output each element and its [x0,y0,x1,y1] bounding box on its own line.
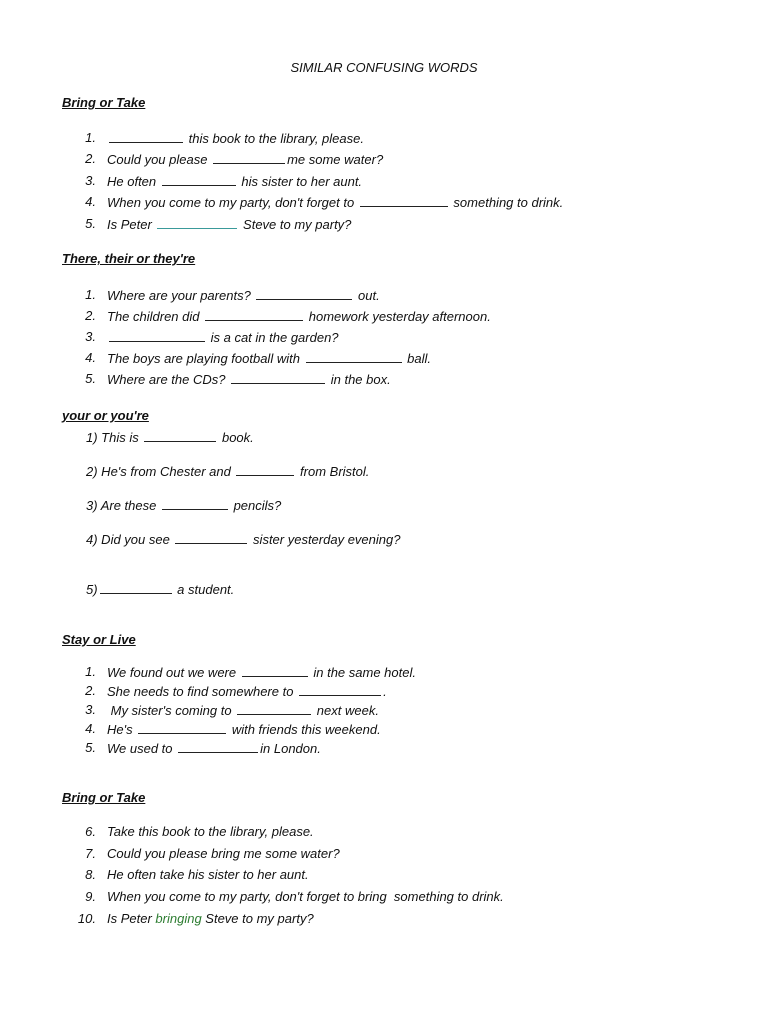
answer-line: Could you please bring me some water? [107,846,340,861]
item-number: 10. [77,911,96,926]
answer-blank[interactable] [213,151,285,164]
answer-line [107,911,314,927]
section-heading-bring-or-take: Bring or Take [62,95,146,110]
line-text-before: We used to [107,741,177,756]
line-text-after: Steve to my party? [239,217,352,232]
answer-blank[interactable] [205,308,303,321]
item-number: 3. [85,702,96,717]
line-text-after: me some water? [287,152,384,167]
line-text-after: in the box. [327,372,391,387]
line-text-after: Steve to my party? [201,911,314,926]
item-number: 3) [86,498,98,513]
line-text-before: Could you please [107,152,212,167]
exercise-line [107,151,383,168]
exercise-line [107,702,379,719]
answer-blank[interactable] [157,216,237,229]
line-text-after: in the same hotel. [309,665,416,680]
exercise-line [107,350,431,367]
item-number: 4. [85,194,96,209]
line-text-before: Are these [97,498,160,513]
item-number: 4) [86,532,98,547]
line-text-after: . [383,684,387,699]
exercise-line [107,664,416,681]
exercise-line [86,581,234,598]
page-title: SIMILAR CONFUSING WORDS [290,60,478,75]
answer-line: Take this book to the library, please. [107,824,314,839]
exercise-line [107,308,491,325]
line-text-after: this book to the library, please. [185,131,364,146]
item-number: 2) [86,464,98,479]
exercise-line [107,371,391,388]
line-text-after: from Bristol. [296,464,370,479]
answer-blank[interactable] [236,463,294,476]
line-text-before: Is Peter [107,911,156,926]
line-text-before: Is Peter [107,217,156,232]
line-text-after: ball. [403,351,432,366]
item-number: 7. [85,846,96,861]
answer-blank[interactable] [256,287,352,300]
item-number: 3. [85,329,96,344]
answer-blank[interactable] [162,497,228,510]
exercise-line [107,683,387,700]
line-text-before: Where are the CDs? [107,372,230,387]
answer-blank[interactable] [299,683,381,696]
line-text-after: something to drink. [449,195,564,210]
answer-blank[interactable] [231,371,325,384]
answer-line: He often take his sister to her aunt. [107,867,309,882]
exercise-line [107,216,351,233]
item-number: 2. [85,683,96,698]
line-text-before: He's [107,722,137,737]
exercise-line [107,173,362,190]
line-text-after: next week. [313,703,379,718]
answer-blank[interactable] [100,581,172,594]
item-number: 2. [85,308,96,323]
exercise-line [107,721,381,738]
line-text-after: his sister to her aunt. [237,174,363,189]
line-text-after: in London. [260,741,321,756]
exercise-line [107,194,563,211]
answer-blank[interactable] [360,194,448,207]
item-number: 1) [86,430,98,445]
item-number: 3. [85,173,96,188]
item-number: 5. [85,371,96,386]
exercise-line [107,740,321,757]
answer-blank[interactable] [162,173,236,186]
line-text-before: She needs to find somewhere to [107,684,298,699]
line-text-before: He often [107,174,160,189]
line-text-before: Did you see [97,532,174,547]
item-number: 5) [86,582,98,597]
highlighted-answer: bringing [155,911,202,926]
item-number: 6. [85,824,96,839]
line-text-before: He's from Chester and [97,464,235,479]
line-text-after: out. [354,288,380,303]
line-text-before: This is [97,430,143,445]
section-heading-stay-or-live: Stay or Live [62,632,136,647]
answer-blank[interactable] [306,350,402,363]
line-text-before: The boys are playing football with [107,351,304,366]
item-number: 1. [85,287,96,302]
item-number: 1. [85,664,96,679]
line-text-before: Where are your parents? [107,288,255,303]
item-number: 8. [85,867,96,882]
answer-blank[interactable] [109,329,205,342]
answer-blank[interactable] [242,664,308,677]
exercise-line [107,287,380,304]
answer-blank[interactable] [109,130,183,143]
exercise-line [107,329,339,346]
answer-line: When you come to my party, don't forget to bring something to drink. [107,889,504,904]
section-heading-there-their-theyre: There, their or they're [62,251,196,266]
answer-blank[interactable] [237,702,311,715]
line-text-before: We found out we were [107,665,240,680]
answer-blank[interactable] [138,721,226,734]
answer-blank[interactable] [175,531,247,544]
item-number: 1. [85,130,96,145]
item-number: 2. [85,151,96,166]
line-text-after: pencils? [229,498,282,513]
exercise-line [86,429,254,446]
item-number: 4. [85,350,96,365]
line-text-after: a student. [173,582,235,597]
item-number: 5. [85,740,96,755]
exercise-line [86,463,369,480]
section-heading-bring-or-take-answers: Bring or Take [62,790,146,805]
item-number: 4. [85,721,96,736]
line-text-after: book. [218,430,254,445]
line-text-before: When you come to my party, don't forget to [107,195,358,210]
item-number: 5. [85,216,96,231]
exercise-line [86,497,281,514]
exercise-line [86,531,400,548]
line-text-after: is a cat in the garden? [207,330,339,345]
item-number: 9. [85,889,96,904]
exercise-line [107,130,364,147]
answer-blank[interactable] [178,740,258,753]
section-heading-your-youre: your or you're [62,408,149,423]
line-text-after: with friends this weekend. [228,722,381,737]
line-text-before: The children did [107,309,204,324]
line-text-after: sister yesterday evening? [249,532,401,547]
answer-blank[interactable] [144,429,216,442]
line-text-after: homework yesterday afternoon. [305,309,491,324]
line-text-before: My sister's coming to [107,703,236,718]
